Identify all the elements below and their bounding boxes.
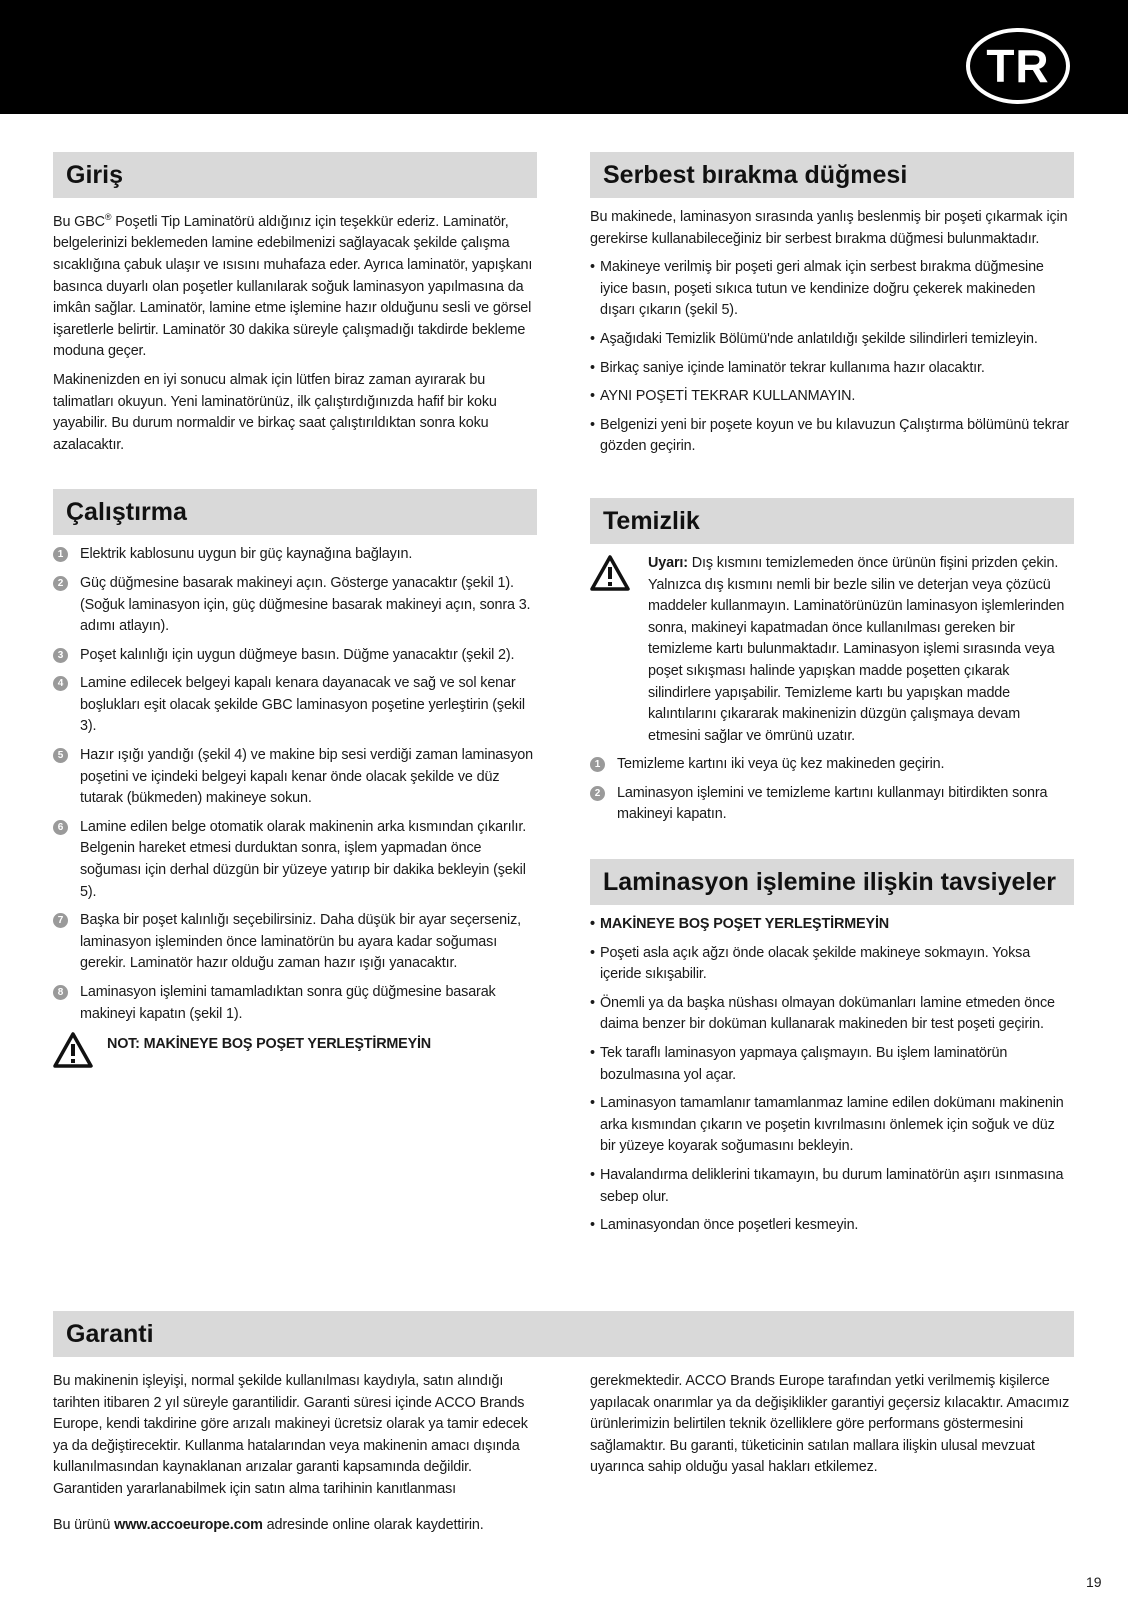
step-text: Lamine edilen belge otomatik olarak makinenin arka kısmından çıkarılır. Belgenin hareket etmesi durduktan sonra, işlem yapmadan önce soğuması için derhal düzgün bir yüzeye yatırıp bir dakika bekleyin (şekil 5).	[80, 818, 527, 900]
garanti-section	[53, 1311, 1074, 1357]
warning-text: Dış kısmını temizlemeden önce ürünün fişini prizden çekin. Yalnızca dış kısmını nemli bir bezle silin ve deterjan veya çözücü maddeler kullanmayın. Laminatörünüzün laminasyon işlemlerinden sonra, makineyi kapatmadan önce kullanılması gereken bir temizleme kartı bulunmaktadır. Laminasyon işlemi sırasında veya poşet sıkışması halinde yapışkan madde poşetten çıkarak silindirlere yapışabilir. Temizleme kartı bu yapışkan madde kalıntılarını çıkararak makinenizin düzgün çalışmaya devam etmesini sağlar ve ömrünü uzatır.	[648, 554, 1065, 744]
step-number-badge: 6	[53, 820, 68, 835]
giris-p1-start: Bu GBC	[53, 213, 105, 230]
bullet-item: • Tek taraflı laminasyon yapmaya çalışmayın. Bu işlem laminatörün bozulmasına yol açar.	[590, 1043, 1074, 1086]
step-text: Güç düğmesine basarak makineyi açın. Gösterge yanacaktır (şekil 1). (Soğuk laminasyon için, güç düğmesine basarak makineyi açın, sonra 3. adımı atlayın).	[80, 574, 531, 635]
serbest-intro: Bu makinede, laminasyon sırasında yanlış beslenmiş bir poşeti çıkarmak için gerekirse kullanabileceğiniz bir serbest bırakma düğmesi bulunmaktadır.	[590, 209, 1068, 247]
bullet-item: • Laminasyondan önce poşetleri kesmeyin.	[590, 1215, 1074, 1237]
temizlik-steps-list	[590, 754, 1074, 826]
giris-paragraph-2: Makinenizden en iyi sonucu almak için lütfen biraz zaman ayırarak bu talimatları okuyun. Yeni laminatörünüz, ilk çalıştırdığınızda hafif bir koku yayabilir. Bu durum normaldir ve birkaç saat çalıştırıldıktan sonra koku azalacaktır.	[53, 371, 497, 453]
section-heading-tavsiyeler: Laminasyon işlemine ilişkin tavsiyeler	[590, 859, 1074, 905]
step-number-badge: 2	[590, 786, 605, 801]
garanti-right-text: gerekmektedir. ACCO Brands Europe tarafından yetki verilmemiş kişilerce yapılacak onarımlar ya da değişiklikler garantiyi geçersiz kılacaktır. Amacımız ürünlerimizin belirtilen teknik özelliklere göre performans göstermesini sağlamaktır. Bu garanti, tüketicinin satılan mallara ilişkin ulusal mevzuat uyarınca sahip olduğu yasal hakları etkilemez.	[590, 1373, 1070, 1476]
section-heading-giris: Giriş	[53, 152, 537, 198]
tavsiyeler-bold-bullet: • MAKİNEYE BOŞ POŞET YERLEŞTİRMEYİN	[590, 914, 1074, 936]
calistirma-steps-list	[53, 544, 537, 1025]
note-row	[53, 1034, 537, 1056]
serbest-bullets-list	[590, 257, 1074, 458]
numbered-step	[53, 745, 537, 810]
step-text: Elektrik kablosunu uygun bir güç kaynağına bağlayın.	[80, 546, 413, 563]
right-column	[590, 152, 1074, 1244]
garanti-left-column	[53, 1371, 537, 1536]
step-text: Poşet kalınlığı için uygun düğmeye basın. Düğme yanacaktır (şekil 2).	[80, 646, 515, 663]
bullet-item: • AYNI POŞETİ TEKRAR KULLANMAYIN.	[590, 386, 1074, 408]
garanti-left-text: Bu makinenin işleyişi, normal şekilde kullanılması kaydıyla, satın alındığı tarihten itibaren 2 yıl süreyle garantilidir. Garanti süresi içinde ACCO Brands Europe, kendi takdirine göre arızalı makineyi ücretsiz olarak ya tamir edecek ya da değiştirecektir. Kullanma hatalarından veya makinenin amacı dışında kullanılmasından kaynaklanan arızalar garanti kapsamında değildir. Garantiden yararlanabilmek için satın alma tarihinin kanıtlanması	[53, 1373, 528, 1497]
step-number-badge: 8	[53, 985, 68, 1000]
step-number-badge: 3	[53, 648, 68, 663]
step-number-badge: 2	[53, 576, 68, 591]
registered-mark: ®	[104, 212, 112, 222]
step-number-badge: 7	[53, 913, 68, 928]
giris-paragraph-1	[53, 207, 537, 363]
step-number-badge: 4	[53, 676, 68, 691]
step-text: Temizleme kartını iki veya üç kez makineden geçirin.	[617, 756, 945, 773]
step-text: Başka bir poşet kalınlığı seçebilirsiniz. Daha düşük bir ayar seçerseniz, laminasyon işleminden önce laminatörün bu ayara kadar soğuması gerekir. Laminatör hazır olduğu zaman hazır ışığı yanacaktır.	[80, 912, 521, 972]
language-badge: TR	[966, 28, 1070, 104]
bullet-item: • Havalandırma deliklerini tıkamayın, bu durum laminatörün aşırı ısınmasına sebep olur.	[590, 1165, 1074, 1208]
bullet-item: • Poşeti asla açık ağzı önde olacak şekilde makineye sokmayın. Yoksa içeride sıkışabilir.	[590, 943, 1074, 986]
numbered-step	[53, 817, 537, 903]
temizlik-warning	[590, 553, 1074, 747]
bullet-item: • Aşağıdaki Temizlik Bölümü'nde anlatıldığı şekilde silindirleri temizleyin.	[590, 329, 1074, 351]
bullet-item: • Laminasyon tamamlanır tamamlanmaz lamine edilen dokümanı makinenin arka kısmından çıkarın ve poşetin kıvrılmasını önlemek için soğuk ve düz bir yüzeye koyarak soğumasını bekleyin.	[590, 1093, 1074, 1158]
numbered-step	[53, 910, 537, 975]
left-column	[53, 152, 537, 1056]
numbered-step	[590, 783, 1074, 826]
step-number-badge: 1	[53, 547, 68, 562]
numbered-step	[53, 573, 537, 638]
step-text: Laminasyon işlemini ve temizleme kartını kullanmayı bitirdikten sonra makineyi kapatın.	[617, 784, 1048, 823]
section-heading-calistirma: Çalıştırma	[53, 489, 537, 535]
warning-triangle-icon	[590, 555, 630, 591]
register-url-link[interactable]: www.accoeurope.com	[114, 1516, 263, 1533]
section-heading-serbest: Serbest bırakma düğmesi	[590, 152, 1074, 198]
step-text: Hazır ışığı yandığı (şekil 4) ve makine bip sesi verdiği zaman laminasyon poşetini ve içindeki belgeyi kapalı kenar önde olacak şekilde ve düz tutarak (bükmeden) makineye sokun.	[80, 747, 533, 807]
bullet-item: • Önemli ya da başka nüshası olmayan dokümanları lamine etmeden önce daima benzer bir doküman kullanarak makineden bir test poşeti geçirin.	[590, 993, 1074, 1036]
tavsiyeler-bullets-list	[590, 943, 1074, 1237]
numbered-step	[53, 645, 537, 667]
bullet-item: • Birkaç saniye içinde laminatör tekrar kullanıma hazır olacaktır.	[590, 358, 1074, 380]
section-heading-temizlik: Temizlik	[590, 498, 1074, 544]
step-number-badge: 1	[590, 757, 605, 772]
garanti-register-line	[53, 1515, 537, 1537]
register-text-start: Bu ürünü	[53, 1516, 115, 1533]
step-text: Laminasyon işlemini tamamladıktan sonra güç düğmesine basarak makineyi kapatın (şekil 1).	[80, 984, 496, 1022]
section-heading-garanti: Garanti	[53, 1311, 1074, 1357]
step-number-badge: 5	[53, 748, 68, 763]
header-bar	[0, 0, 1128, 114]
giris-p1-rest: Poşetli Tip Laminatörü aldığınız için teşekkür ederiz. Laminatör, belgelerinizi beklemeden lamine edebilmenizi sağlayacak şekilde çalışma sıcaklığına çabuk ulaşır ve ısısını muhafaza eder. Ayrıca laminatör, yapışkanı basınca duyarlı olan poşetler kullanılarak soğuk laminasyon yapılmasına da imkân sağlar. Laminatör, lamine etme işlemine hazır olduğunu sesli ve görsel işaretlerle belirtir. Laminatör 30 dakika süreyle çalışmadığı takdirde bekleme moduna geçer.	[53, 213, 533, 360]
step-text: Lamine edilecek belgeyi kapalı kenara dayanacak ve sağ ve sol kenar boşlukları eşit olacak şekilde GBC laminasyon poşetine yerleştirin (şekil 3).	[80, 675, 525, 735]
numbered-step	[53, 982, 537, 1025]
bullet-item: • Makineye verilmiş bir poşeti geri almak için serbest bırakma düğmesine iyice basın, poşeti sıkıca tutun ve kendinize doğru çekerek makineden dışarı çıkarın (şekil 5).	[590, 257, 1074, 322]
warning-triangle-icon	[53, 1032, 93, 1068]
warning-label: Uyarı:	[648, 554, 688, 571]
note-text: NOT: MAKİNEYE BOŞ POŞET YERLEŞTİRMEYİN	[107, 1036, 431, 1053]
register-text-end: adresinde online olarak kaydettirin.	[262, 1516, 484, 1533]
garanti-right-column	[590, 1371, 1074, 1479]
numbered-step	[590, 754, 1074, 776]
numbered-step	[53, 673, 537, 738]
bullet-item: • Belgenizi yeni bir poşete koyun ve bu kılavuzun Çalıştırma bölümünü tekrar gözden geçirin.	[590, 415, 1074, 458]
numbered-step	[53, 544, 537, 566]
page-number: 19	[1086, 1574, 1102, 1590]
